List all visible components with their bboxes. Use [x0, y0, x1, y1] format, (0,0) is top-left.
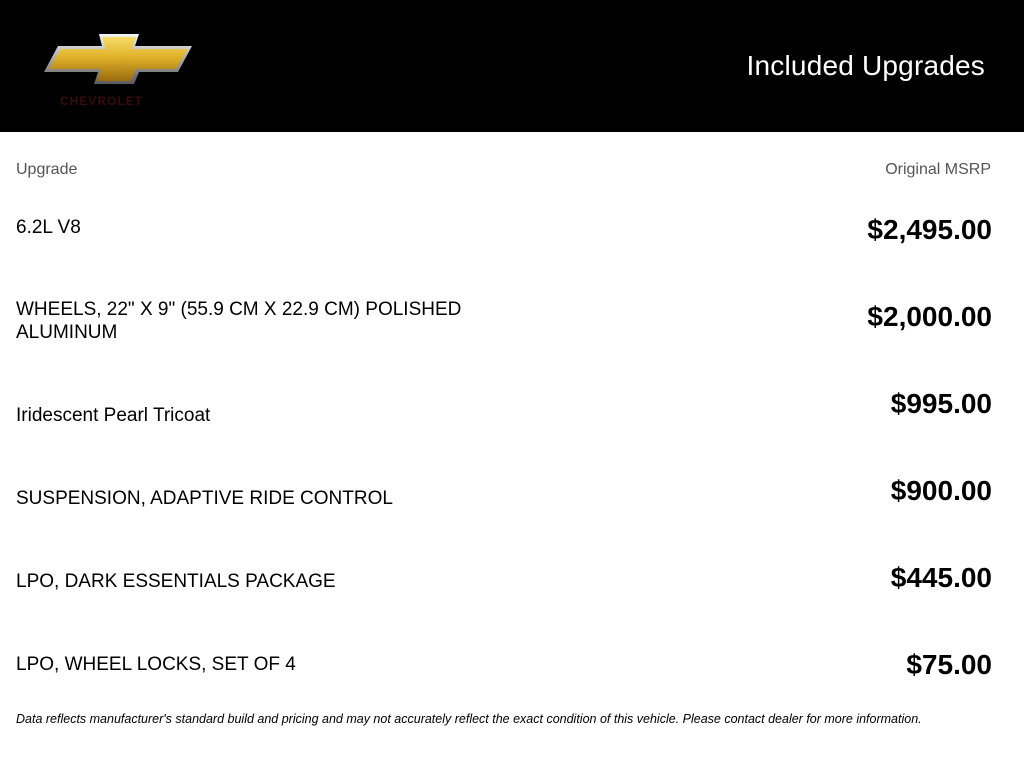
logo-wordmark: CHEVROLET [60, 94, 144, 108]
column-header-msrp: Original MSRP [885, 161, 991, 178]
chevrolet-logo [44, 34, 194, 110]
upgrade-price: $900.00 [890, 475, 992, 506]
table-row [0, 649, 1024, 719]
upgrade-name: WHEELS, 22" X 9" (55.9 CM X 22.9 CM) POLISHED ALUMINUM [16, 299, 462, 343]
upgrade-name: 6.2L V8 [16, 217, 81, 238]
table-row [0, 301, 1024, 371]
column-header-upgrade: Upgrade [16, 161, 78, 178]
table-row [0, 475, 1024, 545]
upgrade-price: $2,000.00 [867, 301, 992, 332]
header-bar [0, 0, 1024, 132]
table-row [0, 214, 1024, 284]
upgrade-price: $2,495.00 [867, 214, 992, 245]
upgrade-price: $445.00 [890, 562, 992, 593]
table-row [0, 388, 1024, 458]
upgrade-name: LPO, WHEEL LOCKS, SET OF 4 [16, 654, 296, 675]
disclaimer-text: Data reflects manufacturer's standard build and pricing and may not accurately reflect the exact condition of this vehicle. Please contact dealer for more information. [16, 712, 922, 726]
upgrade-price: $75.00 [906, 649, 992, 680]
upgrade-name: LPO, DARK ESSENTIALS PACKAGE [16, 571, 336, 592]
upgrade-name: SUSPENSION, ADAPTIVE RIDE CONTROL [16, 488, 393, 509]
page-title: Included Upgrades [746, 50, 985, 81]
upgrade-price: $995.00 [890, 388, 992, 419]
upgrade-name: Iridescent Pearl Tricoat [16, 405, 211, 426]
table-row [0, 562, 1024, 632]
